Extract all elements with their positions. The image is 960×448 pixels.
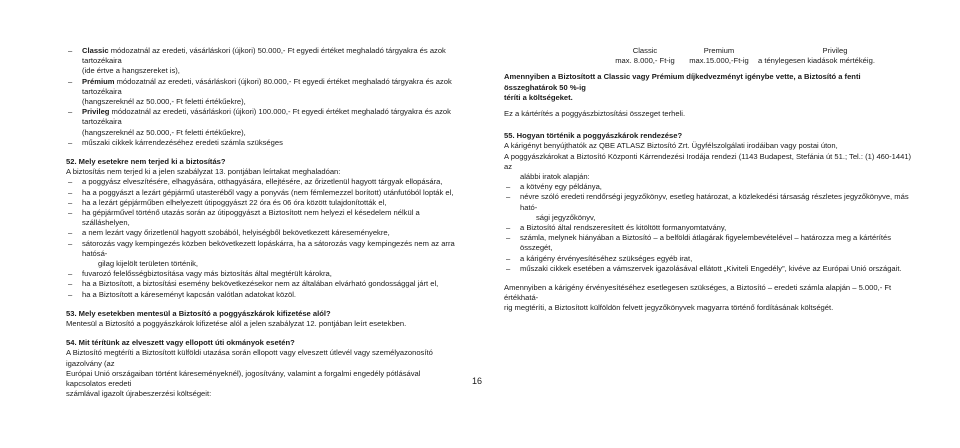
q55-item-list bbox=[504, 182, 912, 274]
text-line: számlával igazolt újrabeszerzési költségeit: bbox=[66, 389, 212, 399]
text-line: A Biztosító megtéríti a Biztosított külföldi utazása során ellopott vagy elveszett útlevél vagy személyazonosító igazolvány (az bbox=[66, 348, 433, 368]
list-item bbox=[66, 77, 458, 97]
table-header-privileg: Privileg bbox=[822, 46, 848, 55]
list-text: módozatnál az eredeti, vásárláskori (újkori) 80.000,- Ft egyedi értéket meghaladó tárgyakra és azok tartozékaira bbox=[82, 76, 452, 96]
text-line: – sátorozás vagy kempingezés közben bekövetkezett lopáskárra, ha a sátorozás vagy kempingezés nem az arra hatósá- bbox=[66, 239, 458, 259]
list-item-continuation bbox=[66, 66, 458, 76]
text-line: – ha a Biztosított, a biztosítási esemény bekövetkezésekor nem az általában elvárható gondossággal járt el, bbox=[66, 279, 458, 289]
right-column bbox=[504, 46, 912, 314]
list-item-continuation bbox=[66, 128, 458, 138]
page-number: 16 bbox=[472, 376, 483, 386]
text-line: gilag kijelölt területen történik, bbox=[98, 259, 199, 269]
list-item-continuation bbox=[66, 97, 458, 107]
list-text: (hangszereknél az 50.000,- Ft feletti értékűekre), bbox=[82, 127, 246, 137]
q52-heading: 52. Mely esetekre nem terjed ki a biztosítás? bbox=[66, 157, 226, 167]
list-text: műszaki cikkek kárrendezéséhez eredeti számla szükséges bbox=[82, 137, 283, 147]
text-line: – ha gépjárművel történő utazás során az útipoggyászt a Biztosított nem helyezi el késedelem nélkül a szálláshelyen, bbox=[66, 208, 458, 228]
text-line: – ha a Biztosított a káreseményt kapcsán valótlan adatokat közöl. bbox=[66, 290, 458, 300]
text-line: – ha a poggyászt a lezárt gépjármű utasteréből vagy a ponyvás (nem fémlemezzel borított) utánfutóból lopták el, bbox=[66, 188, 458, 198]
table-value-premium: max.15.000,-Ft-ig bbox=[689, 56, 749, 66]
text-line: A poggyászkárokat a Biztosító Központi Kárrendezési Irodája rendezi (1143 Budapest, Stefánia út 51.; Tel.: (1) 460-1441) az bbox=[504, 151, 912, 171]
text-line: – fuvarozó felelősségbiztosítása vagy más biztosítás által megtérült károkra, bbox=[66, 269, 458, 279]
q55-paragraph bbox=[504, 141, 912, 182]
discount-paragraph bbox=[504, 72, 912, 103]
text-line: – műszaki cikkek esetében a vámszervek igazolásával ellátott „Kiviteli Engedély”, kivéve az Európai Unió országait. bbox=[504, 264, 912, 274]
table-value-privileg: a ténylegesen kiadások mértékéig. bbox=[758, 56, 875, 66]
q55-closing-paragraph bbox=[504, 283, 912, 314]
discount-line: téríti a költségeket. bbox=[504, 92, 573, 102]
text-line: – a poggyász elveszítésére, elhagyására, otthagyására, ellejtésére, az őrizetlenül hagyott tárgyak ellopására, bbox=[66, 177, 458, 187]
module-name: Prémium bbox=[82, 76, 115, 86]
text-line: – névre szóló eredeti rendőrségi jegyzőkönyv, esetleg határozat, a közlekedési társaság részletes jegyzőkönyve, más ható- bbox=[504, 192, 912, 212]
module-name: Privileg bbox=[82, 107, 110, 117]
text-line: sági jegyzőkönyv, bbox=[536, 212, 596, 222]
q52-intro: A biztosítás nem terjed ki a jelen szabályzat 13. pontjában leírtakat meghaladóan: bbox=[66, 167, 341, 177]
text-line: A kárigényt benyújthatók az QBE ATLASZ Biztosító Zrt. Ügyfélszolgálati irodáiban vagy postai úton, bbox=[504, 141, 838, 151]
text-line: rig megtéríti, a Biztosított külföldön felvett jegyzőkönyvek magyarra történő fordításának költségét. bbox=[504, 303, 834, 313]
q54-heading: 54. Mit térítünk az elveszett vagy ellopott úti okmányok esetén? bbox=[66, 338, 295, 348]
q52-item-list bbox=[66, 177, 458, 299]
text-line: alábbi iratok alapján: bbox=[520, 172, 590, 182]
q53-text: Mentesül a Biztosító a poggyászkárok kifizetése alól a jelen szabályzat 12. pontjában leírt esetekben. bbox=[66, 319, 407, 329]
text-line: Európai Unió országaiban történt káreseményeknél), jogosítvány, valamint a forgalmi engedély pótlásával kapcsolatos eredeti bbox=[66, 368, 421, 389]
left-intro-list bbox=[66, 46, 458, 148]
table-value-classic: max. 8.000,- Ft-ig bbox=[615, 56, 675, 66]
left-column bbox=[66, 46, 458, 400]
text-line: – a Biztosító által rendszeresített és kitöltött formanyomtatvány, bbox=[504, 223, 912, 233]
list-text: módozatnál az eredeti, vásárláskori (újkori) 100.000,- Ft egyedi értéket meghaladó tárgyakra és azok tartozékaira bbox=[82, 107, 451, 127]
q55-heading: 55. Hogyan történik a poggyászkárok rendezése? bbox=[504, 131, 683, 141]
q53-heading: 53. Mely esetekben mentesül a Biztosító a poggyászkárok kifizetése alól? bbox=[66, 308, 331, 318]
list-item bbox=[66, 107, 458, 127]
list-text: (ide értve a hangszereket is), bbox=[82, 66, 180, 76]
text-line: – a nem lezárt vagy őrizetlenül hagyott szobából, helyiségből bekövetkezett káreseményekre, bbox=[66, 228, 458, 238]
q54-paragraph bbox=[66, 348, 458, 399]
table-header-premium: Premium bbox=[703, 46, 735, 55]
list-item bbox=[66, 46, 458, 66]
text-line: – a kárigény érvényesítéséhez szükséges egyéb irat, bbox=[504, 254, 912, 264]
list-text: (hangszereknél az 50.000,- Ft feletti értékűekre), bbox=[82, 97, 246, 107]
text-line: – a kötvény egy példánya, bbox=[504, 182, 912, 192]
list-text: módozatnál az eredeti, vásárláskori (újkori) 50.000,- Ft egyedi értéket meghaladó tárgyakra és azok tartozékaira bbox=[82, 46, 446, 66]
discount-line: Amennyiben a Biztosított a Classic vagy Prémium díjkedvezményt igénybe vette, a Biztosító a fenti összeghatárok 50 %-ig bbox=[504, 72, 861, 92]
reimbursement-table bbox=[610, 46, 912, 66]
list-item bbox=[66, 138, 458, 148]
text-line: – ha a lezárt gépjárműben elhelyezett útipoggyászt 22 óra és 06 óra között tulajdonították el, bbox=[66, 198, 458, 208]
text-line: – számla, melynek hiányában a Biztosító – a belföldi átlagárak figyelembevételével – határozza meg a kártérítés összegét, bbox=[504, 233, 912, 253]
module-name: Classic bbox=[82, 46, 109, 55]
advance-note: Ez a kártérítés a poggyászbiztosítási összeget terheli. bbox=[504, 109, 686, 119]
table-header-classic: Classic bbox=[632, 46, 658, 55]
text-line: Amennyiben a kárigény érvényesítéséhez esetlegesen szükséges, a Biztosító – eredeti számla alapján – 5.000,- Ft értékhatá- bbox=[504, 283, 892, 303]
